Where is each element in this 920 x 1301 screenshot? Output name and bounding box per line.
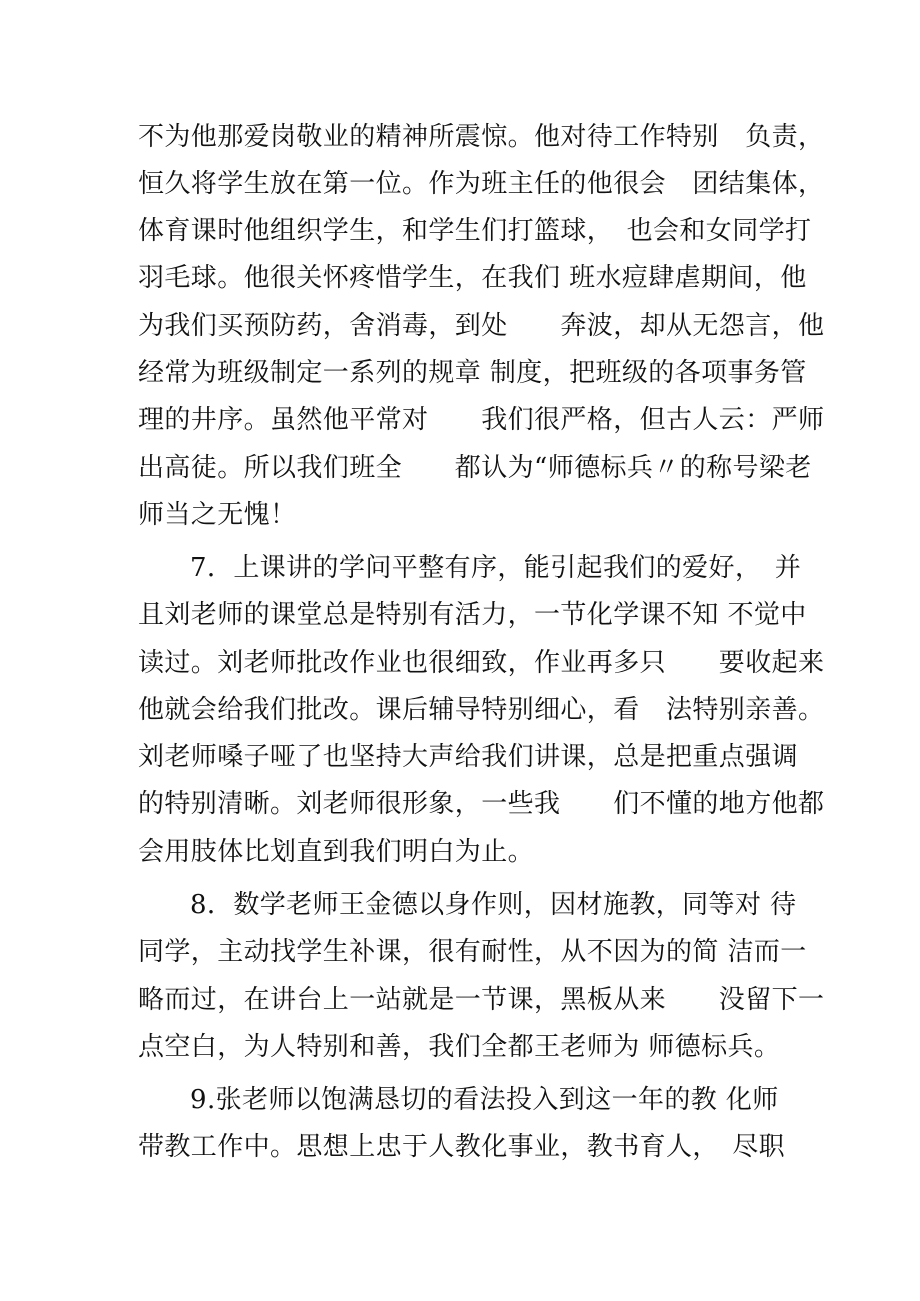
- text-line: 略而过，在讲台上一站就是一节课，黑板从来 没留下一: [138, 985, 825, 1015]
- text-line: 为我们买预防药，舍消毒，到处 奔波，却从无怨言，他: [138, 311, 825, 341]
- text-line: 经常为班级制定一系列的规章 制度，把班级的各项事务管: [138, 358, 807, 388]
- paragraph-9-first-line: 9.张老师以饱满恳切的看法投入到这一年的教 化师: [190, 1085, 779, 1115]
- text-line: 师当之无愧！: [138, 500, 297, 530]
- paragraph-8-first-line: 8．数学老师王金德以身作则，因材施教，同等对 待: [190, 890, 797, 920]
- text-line: 点空白，为人特别和善，我们全都王老师为 师德标兵。: [138, 1032, 781, 1062]
- text-line: 带教工作中。思想上忠于人教化事业，教书育人， 尽职: [138, 1132, 786, 1162]
- text-line: 且刘老师的课堂总是特别有活力，一节化学课不知 不觉中: [138, 600, 807, 630]
- text-line: 羽毛球。他很关怀疼惜学生，在我们 班水痘肆虐期间，他: [138, 263, 807, 293]
- text-line: 同学，主动找学生补课，很有耐性，从不因为的简 洁而一: [138, 937, 807, 967]
- text-line: 不为他那爱岗敬业的精神所震惊。他对待工作特别 负责，: [138, 122, 825, 152]
- text-line: 刘老师嗓子哑了也坚持大声给我们讲课，总是把重点强调: [138, 742, 799, 772]
- text-line: 恒久将学生放在第一位。作为班主任的他很会 团结集体，: [138, 169, 825, 199]
- text-line: 的特别清晰。刘老师很形象，一些我 们不懂的地方他都: [138, 789, 825, 819]
- text-line: 理的井序。虽然他平常对 我们很严格，但古人云：严师: [138, 405, 825, 435]
- text-line: 读过。刘老师批改作业也很细致，作业再多只 要收起来: [138, 648, 825, 678]
- text-line: 出高徒。所以我们班全 都认为“师德标兵〃的称号梁老: [138, 453, 812, 483]
- text-line: 体育课时他组织学生，和学生们打篮球， 也会和女同学打: [138, 216, 812, 246]
- paragraph-7-first-line: 7．上课讲的学问平整有序，能引起我们的爱好， 并: [190, 553, 802, 583]
- text-line: 会用肢体比划直到我们明白为止。: [138, 837, 535, 867]
- text-line: 他就会给我们批改。课后辅导特别细心，看 法特别亲善。: [138, 695, 825, 725]
